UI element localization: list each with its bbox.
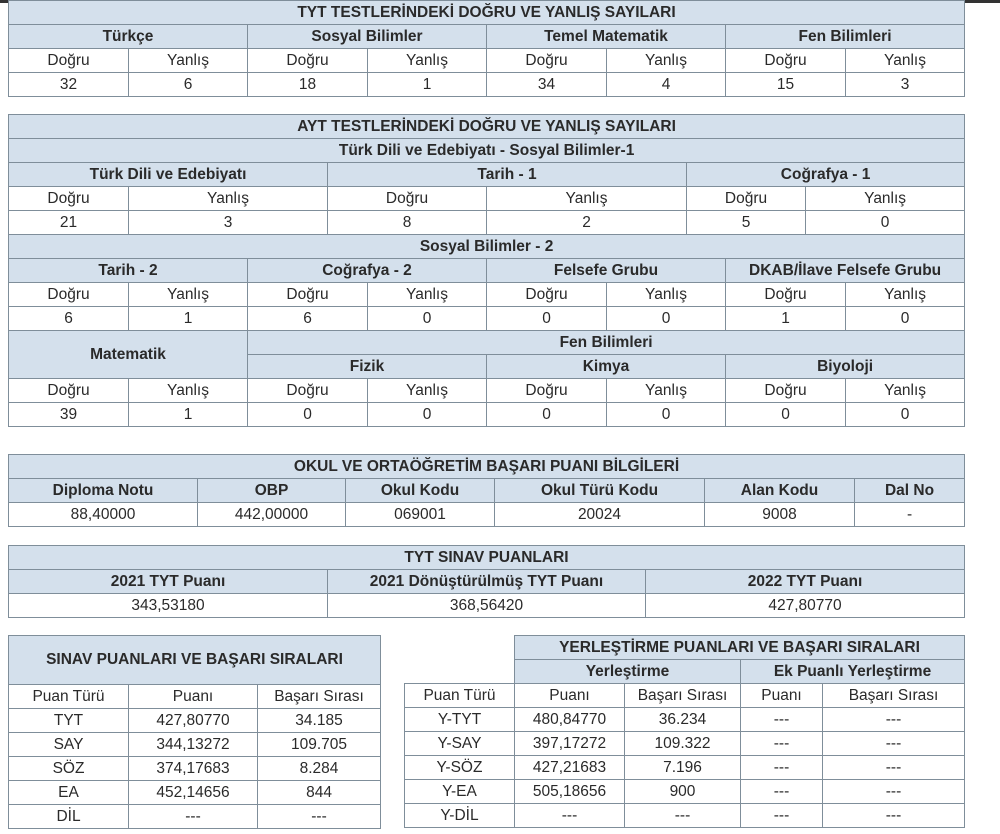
col-dogru: Doğru	[9, 379, 129, 403]
col-basari-sirasi: Başarı Sırası	[625, 684, 741, 708]
subject-tarih2: Tarih - 2	[9, 259, 248, 283]
value-cell: 343,53180	[9, 594, 328, 618]
col-dogru: Doğru	[248, 379, 368, 403]
tyt-tests-table	[8, 0, 965, 97]
yerlestirme-title: YERLEŞTİRME PUANLARI VE BAŞARI SIRALARI	[515, 636, 965, 660]
header-2022-tyt: 2022 TYT Puanı	[646, 570, 965, 594]
col-dogru: Doğru	[487, 49, 607, 73]
header-obp: OBP	[198, 479, 346, 503]
value-cell: 34	[487, 73, 607, 97]
table-row	[9, 733, 381, 757]
puan-turu-cell: Y-SAY	[405, 732, 515, 756]
fen-bilimleri-title: Fen Bilimleri	[248, 331, 965, 355]
ayt-tests-title: AYT TESTLERİNDEKİ DOĞRU VE YANLIŞ SAYILARI	[9, 115, 965, 139]
puan-cell: 374,17683	[129, 757, 258, 781]
subject-fizik: Fizik	[248, 355, 487, 379]
value-cell: 0	[248, 403, 368, 427]
col-yanlis: Yanlış	[806, 187, 965, 211]
ek-puan-cell: ---	[741, 780, 823, 804]
col-dogru: Doğru	[9, 283, 129, 307]
col-dogru: Doğru	[248, 283, 368, 307]
col-dogru: Doğru	[9, 49, 129, 73]
value-cell: 0	[846, 403, 965, 427]
col-yanlis: Yanlış	[129, 379, 248, 403]
value-cell: 8	[328, 211, 487, 235]
col-yanlis: Yanlış	[129, 49, 248, 73]
value-cell: -	[855, 503, 965, 527]
subject-matematik: Temel Matematik	[487, 25, 726, 49]
col-yanlis: Yanlış	[846, 283, 965, 307]
puan-cell: 427,21683	[515, 756, 625, 780]
puan-turu-cell: TYT	[9, 709, 129, 733]
col-yanlis: Yanlış	[368, 49, 487, 73]
table-row	[9, 805, 381, 829]
subject-matematik: Matematik	[9, 331, 248, 379]
ek-puan-cell: ---	[741, 732, 823, 756]
subject-tarih1: Tarih - 1	[328, 163, 687, 187]
col-yanlis: Yanlış	[129, 187, 328, 211]
value-cell: 0	[607, 307, 726, 331]
ek-puan-cell: ---	[741, 804, 823, 828]
tyt-puan-title: TYT SINAV PUANLARI	[9, 546, 965, 570]
col-puan-turu: Puan Türü	[405, 684, 515, 708]
yerlestirme-table	[404, 635, 965, 828]
okul-title: OKUL VE ORTAÖĞRETİM BAŞARI PUANI BİLGİLERİ	[9, 455, 965, 479]
col-ek-puani: Puanı	[741, 684, 823, 708]
ayt-group2-title: Sosyal Bilimler - 2	[9, 235, 965, 259]
value-cell: 6	[248, 307, 368, 331]
header-ek-puanli: Ek Puanlı Yerleştirme	[741, 660, 965, 684]
value-cell: 0	[726, 403, 846, 427]
puan-cell: 452,14656	[129, 781, 258, 805]
header-okul-turu: Okul Türü Kodu	[495, 479, 705, 503]
value-cell: 442,00000	[198, 503, 346, 527]
value-cell: 0	[368, 307, 487, 331]
ek-sira-cell: ---	[823, 780, 965, 804]
col-dogru: Doğru	[487, 379, 607, 403]
value-cell: 0	[487, 307, 607, 331]
col-yanlis: Yanlış	[487, 187, 687, 211]
value-cell: 20024	[495, 503, 705, 527]
ek-sira-cell: ---	[823, 804, 965, 828]
sira-cell: 900	[625, 780, 741, 804]
sira-cell: 109.705	[258, 733, 381, 757]
value-cell: 427,80770	[646, 594, 965, 618]
puan-cell: 505,18656	[515, 780, 625, 804]
value-cell: 1	[368, 73, 487, 97]
puan-cell: 480,84770	[515, 708, 625, 732]
value-cell: 32	[9, 73, 129, 97]
col-yanlis: Yanlış	[368, 379, 487, 403]
table-row	[405, 780, 965, 804]
value-cell: 2	[487, 211, 687, 235]
table-row	[405, 756, 965, 780]
col-dogru: Doğru	[726, 283, 846, 307]
puan-turu-cell: EA	[9, 781, 129, 805]
col-dogru: Doğru	[248, 49, 368, 73]
col-dogru: Doğru	[487, 283, 607, 307]
header-alan-kodu: Alan Kodu	[705, 479, 855, 503]
sinav-title: SINAV PUANLARI VE BAŞARI SIRALARI	[9, 636, 381, 685]
value-cell: 1	[129, 403, 248, 427]
col-yanlis: Yanlış	[368, 283, 487, 307]
col-ek-basari-sirasi: Başarı Sırası	[823, 684, 965, 708]
value-cell: 0	[487, 403, 607, 427]
header-okul-kodu: Okul Kodu	[346, 479, 495, 503]
subject-felsefe: Felsefe Grubu	[487, 259, 726, 283]
table-row	[405, 732, 965, 756]
header-2021-tyt: 2021 TYT Puanı	[9, 570, 328, 594]
sira-cell: 34.185	[258, 709, 381, 733]
ek-sira-cell: ---	[823, 756, 965, 780]
sira-cell: 844	[258, 781, 381, 805]
tyt-tests-title: TYT TESTLERİNDEKİ DOĞRU VE YANLIŞ SAYILARI	[9, 1, 965, 25]
ek-puan-cell: ---	[741, 756, 823, 780]
ayt-tests-table	[8, 114, 965, 427]
value-cell: 0	[806, 211, 965, 235]
table-row	[9, 757, 381, 781]
subject-edebiyat: Türk Dili ve Edebiyatı	[9, 163, 328, 187]
puan-turu-cell: DİL	[9, 805, 129, 829]
puan-cell: 344,13272	[129, 733, 258, 757]
value-cell: 1	[726, 307, 846, 331]
col-basari-sirasi: Başarı Sırası	[258, 685, 381, 709]
puan-turu-cell: SAY	[9, 733, 129, 757]
col-dogru: Doğru	[328, 187, 487, 211]
puan-cell: 397,17272	[515, 732, 625, 756]
col-dogru: Doğru	[9, 187, 129, 211]
table-row	[405, 804, 965, 828]
puan-turu-cell: Y-TYT	[405, 708, 515, 732]
col-puani: Puanı	[515, 684, 625, 708]
puan-cell: ---	[515, 804, 625, 828]
header-diploma: Diploma Notu	[9, 479, 198, 503]
ek-sira-cell: ---	[823, 732, 965, 756]
value-cell: 5	[687, 211, 806, 235]
sira-cell: 8.284	[258, 757, 381, 781]
value-cell: 069001	[346, 503, 495, 527]
sira-cell: 36.234	[625, 708, 741, 732]
ek-sira-cell: ---	[823, 708, 965, 732]
subject-cografya1: Coğrafya - 1	[687, 163, 965, 187]
value-cell: 9008	[705, 503, 855, 527]
sira-cell: 7.196	[625, 756, 741, 780]
subject-fen: Fen Bilimleri	[726, 25, 965, 49]
sira-cell: ---	[625, 804, 741, 828]
table-row	[9, 781, 381, 805]
puan-turu-cell: Y-SÖZ	[405, 756, 515, 780]
value-cell: 3	[846, 73, 965, 97]
ek-puan-cell: ---	[741, 708, 823, 732]
col-yanlis: Yanlış	[846, 379, 965, 403]
col-dogru: Doğru	[687, 187, 806, 211]
tyt-puan-table	[8, 545, 965, 618]
col-puan-turu: Puan Türü	[9, 685, 129, 709]
header-yerlestirme: Yerleştirme	[515, 660, 741, 684]
subject-kimya: Kimya	[487, 355, 726, 379]
sira-cell: ---	[258, 805, 381, 829]
value-cell: 368,56420	[328, 594, 646, 618]
puan-cell: ---	[129, 805, 258, 829]
table-row	[405, 708, 965, 732]
subject-sosyal: Sosyal Bilimler	[248, 25, 487, 49]
subject-turkce: Türkçe	[9, 25, 248, 49]
table-row	[9, 709, 381, 733]
value-cell: 21	[9, 211, 129, 235]
col-yanlis: Yanlış	[607, 283, 726, 307]
subject-dkab: DKAB/İlave Felsefe Grubu	[726, 259, 965, 283]
header-2021-donusturulmus: 2021 Dönüştürülmüş TYT Puanı	[328, 570, 646, 594]
puan-turu-cell: Y-DİL	[405, 804, 515, 828]
puan-turu-cell: Y-EA	[405, 780, 515, 804]
value-cell: 88,40000	[9, 503, 198, 527]
subject-cografya2: Coğrafya - 2	[248, 259, 487, 283]
col-yanlis: Yanlış	[607, 49, 726, 73]
value-cell: 0	[368, 403, 487, 427]
value-cell: 4	[607, 73, 726, 97]
puan-turu-cell: SÖZ	[9, 757, 129, 781]
value-cell: 0	[846, 307, 965, 331]
sinav-table	[8, 635, 381, 829]
value-cell: 1	[129, 307, 248, 331]
sira-cell: 109.322	[625, 732, 741, 756]
value-cell: 6	[129, 73, 248, 97]
header-dal-no: Dal No	[855, 479, 965, 503]
col-yanlis: Yanlış	[129, 283, 248, 307]
value-cell: 18	[248, 73, 368, 97]
col-dogru: Doğru	[726, 379, 846, 403]
okul-table	[8, 454, 965, 527]
col-yanlis: Yanlış	[607, 379, 726, 403]
col-dogru: Doğru	[726, 49, 846, 73]
value-cell: 39	[9, 403, 129, 427]
value-cell: 6	[9, 307, 129, 331]
col-puani: Puanı	[129, 685, 258, 709]
puan-cell: 427,80770	[129, 709, 258, 733]
col-yanlis: Yanlış	[846, 49, 965, 73]
value-cell: 15	[726, 73, 846, 97]
value-cell: 3	[129, 211, 328, 235]
subject-biyoloji: Biyoloji	[726, 355, 965, 379]
ayt-group1-title: Türk Dili ve Edebiyatı - Sosyal Bilimler-1	[9, 139, 965, 163]
value-cell: 0	[607, 403, 726, 427]
blank-cell	[405, 636, 515, 684]
